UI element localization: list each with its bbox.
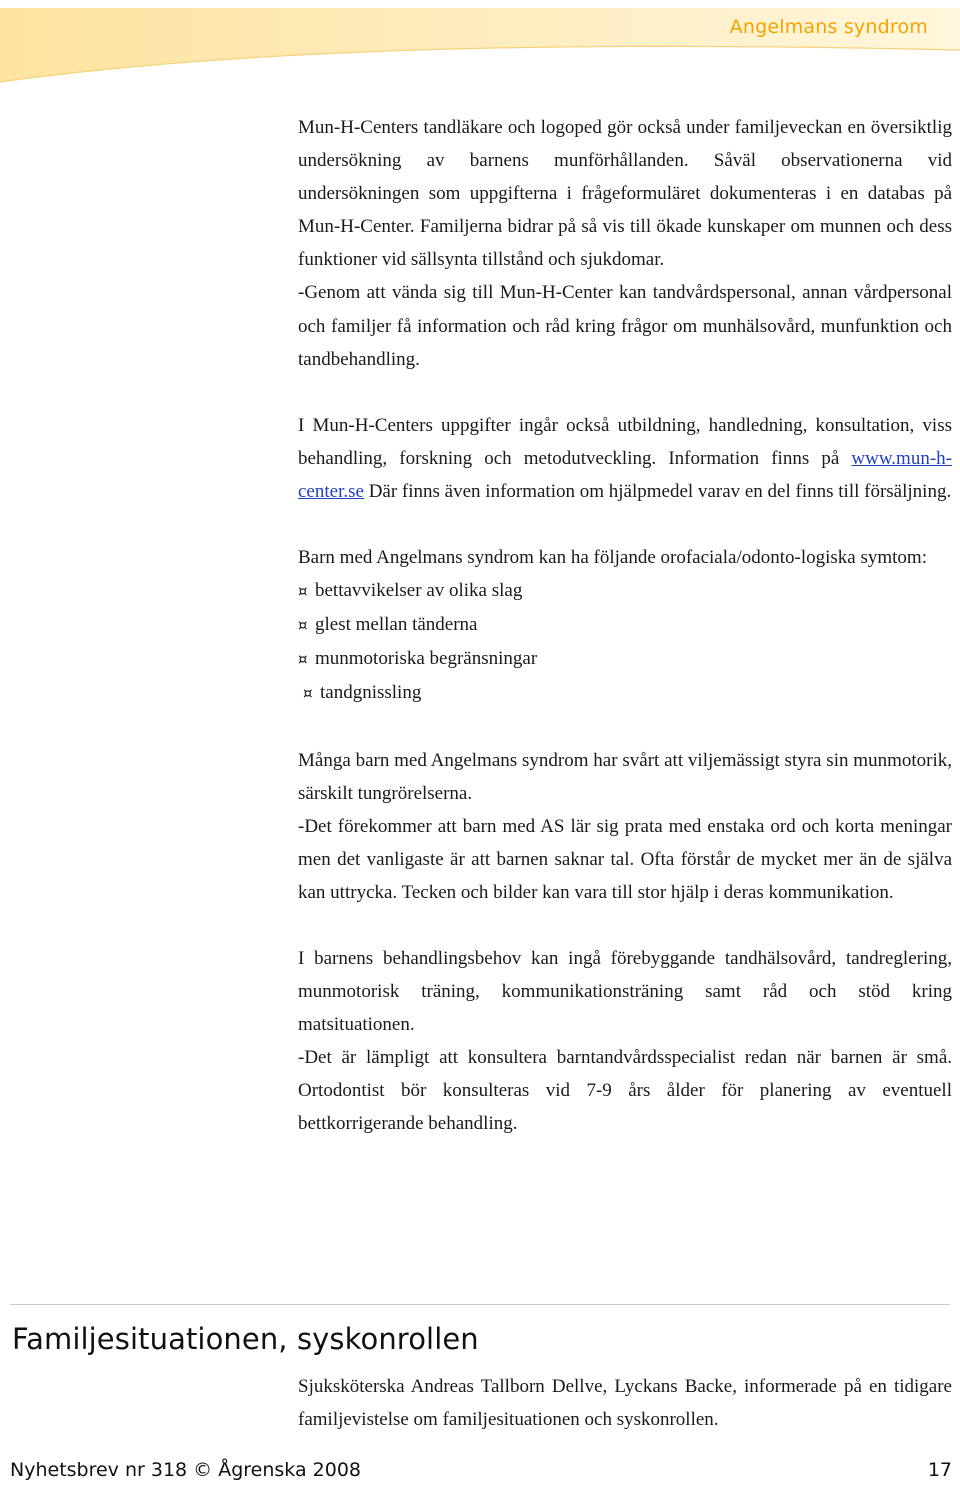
page-number: 17 xyxy=(927,1459,952,1481)
paragraph-symptoms-intro: Barn med Angelmans syndrom kan ha följande orofaciala/odonto-logiska symtom: xyxy=(298,547,927,569)
list-item xyxy=(298,642,952,676)
list-item xyxy=(298,608,952,642)
header-band xyxy=(0,0,960,90)
paragraph-treatment-needs: I barnens behandlingsbehov kan ingå förebyggande tandhälsovård, tandreglering, munmotorisk träning, kommunikationsträning samt råd och stöd kring matsituationen. xyxy=(298,947,952,1036)
paragraph-communication: -Det förekommer att barn med AS lär sig prata med enstaka ord och korta meningar men det vanligaste är att barnen saknar tal. Ofta förstår de mycket mer än de själva kan uttrycka. Tecken och bilder kan vara till stor hjälp i deras kommunikation. xyxy=(298,815,952,903)
list-item xyxy=(298,676,952,710)
section-intro: Sjuksköterska Andreas Tallborn Dellve, Lyckans Backe, informerade på en tidigare familjevistelse om familjesituationen och syskonrollen. xyxy=(298,1376,952,1430)
symptom-list xyxy=(298,574,952,710)
list-item xyxy=(298,574,952,608)
tasks-text: I Mun-H-Centers uppgifter ingår också utbildning, handledning, konsultation, viss behandling, forskning och metodutveckling. Information finns på xyxy=(298,414,952,469)
paragraph-mun-h-center-tasks xyxy=(298,409,952,508)
section-divider xyxy=(10,1304,950,1305)
paragraph-mun-h-center-exam: Mun-H-Centers tandläkare och logoped gör också under familjeveckan en översiktlig undersökning av barnens munförhållanden. Såväl observationerna vid undersökningen som uppgifterna i frågeformuläret dokumenteras i en databas på Mun-H-Center. Familjerna bidrar på så vis till ökade kunskaper om munnen och dess funktioner vid sällsynta tillstånd och sjukdomar. xyxy=(298,117,952,271)
paragraph-gap xyxy=(298,376,952,409)
symptom-text: glest mellan tänderna xyxy=(315,614,478,636)
bullet-icon: ¤ xyxy=(298,582,308,601)
paragraph-gap xyxy=(298,909,952,942)
paragraph-specialist: -Det är lämpligt att konsultera barntandvårdsspecialist redan när barnen är små. Ortodontist bör konsulteras vid 7-9 års ålder för planering av eventuell bettkorrigerande behandling. xyxy=(298,1047,952,1135)
bullet-icon: ¤ xyxy=(298,650,308,669)
paragraph-gap xyxy=(298,711,952,744)
symptom-text: munmotoriska begränsningar xyxy=(315,648,538,670)
paragraph-contact-info: -Genom att vända sig till Mun-H-Center kan tandvårdspersonal, annan vårdpersonal och familjer få information och råd kring frågor om munhälsovård, munfunktion och tandbehandling. xyxy=(298,282,952,370)
header-title: Angelmans syndrom xyxy=(729,16,928,38)
symptom-text: tandgnissling xyxy=(320,682,422,704)
article-body xyxy=(298,111,952,1141)
page-footer xyxy=(10,1459,952,1489)
mun-h-center-link[interactable]: www.mun-h-center.se xyxy=(298,447,952,502)
footer-publication: Nyhetsbrev nr 318 © Ågrenska 2008 xyxy=(10,1459,361,1481)
bullet-icon: ¤ xyxy=(298,616,308,635)
tasks-text-after: Där finns även information om hjälpmedel varav en del finns till försäljning. xyxy=(363,480,952,502)
bullet-icon: ¤ xyxy=(303,684,313,703)
header-wave-shape xyxy=(0,0,960,90)
section-heading: Familjesituationen, syskonrollen xyxy=(12,1322,479,1356)
paragraph-mouth-motor: Många barn med Angelmans syndrom har svårt att viljemässigt styra sin munmotorik, särskilt tungrörelserna. xyxy=(298,749,952,804)
symptom-text: bettavvikelser av olika slag xyxy=(315,580,523,602)
paragraph-gap xyxy=(298,508,952,541)
